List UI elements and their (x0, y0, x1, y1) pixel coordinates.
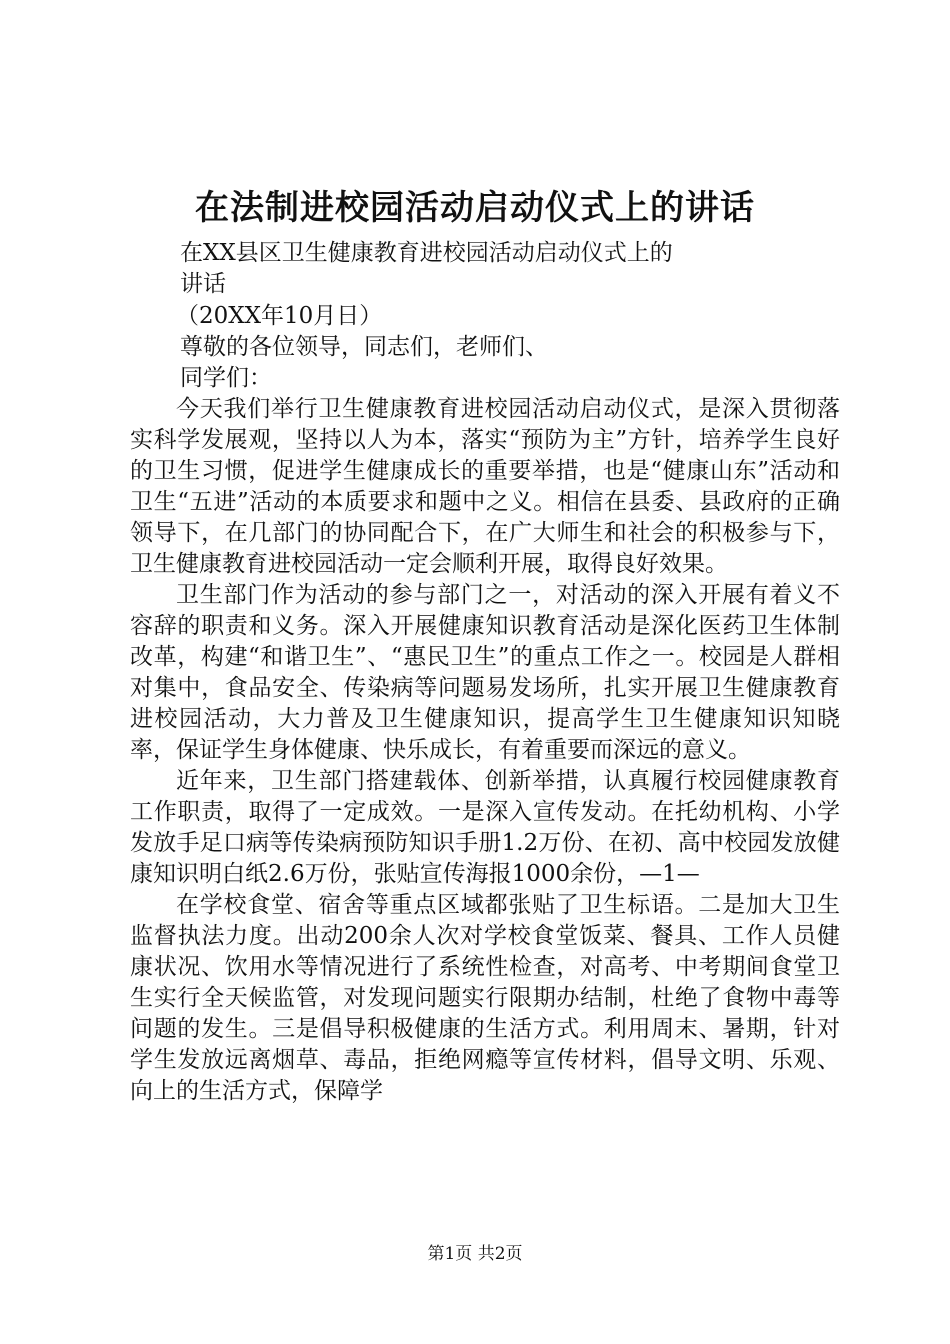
speech-date: （20XX年10月日） (176, 303, 383, 329)
speech-heading-line2: 讲话 (180, 271, 226, 297)
body-paragraph: 近年来，卫生部门搭建载体、创新举措，认真履行校园健康教育工作职责，取得了一定成效。一是深入宣传发动。在托幼机构、小学发放手足口病等传染病预防知识手册1.2万份、在初、高中校园发放健康知识明白纸2.6万份，张贴宣传海报1000余份，—1— (130, 768, 840, 887)
greeting-line-2: 同学们： (180, 365, 272, 391)
speech-heading-line1: 在XX县区卫生健康教育进校园活动启动仪式上的 (180, 240, 673, 266)
document-title: 在法制进校园活动启动仪式上的讲话 (195, 188, 755, 228)
greeting-line-1: 尊敬的各位领导，同志们，老师们、 (180, 334, 548, 360)
speech-body (130, 394, 840, 1107)
body-paragraph: 在学校食堂、宿舍等重点区域都张贴了卫生标语。二是加大卫生监督执法力度。出动200余人次对学校食堂饭菜、餐具、工作人员健康状况、饮用水等情况进行了系统性检查，对高考、中考期间食堂卫生实行全天候监管，对发现问题实行限期办结制，杜绝了食物中毒等问题的发生。三是倡导积极健康的生活方式。利用周末、暑期，针对学生发放远离烟草、毒品，拒绝网瘾等宣传材料，倡导文明、乐观、向上的生活方式，保障学 (130, 892, 840, 1104)
body-paragraph: 今天我们举行卫生健康教育进校园活动启动仪式，是深入贯彻落实科学发展观，坚持以人为本，落实“预防为主”方针，培养学生良好的卫生习惯，促进学生健康成长的重要举措，也是“健康山东”活动和卫生“五进”活动的本质要求和题中之义。相信在县委、县政府的正确领导下，在几部门的协同配合下，在广大师生和社会的积极参与下，卫生健康教育进校园活动一定会顺利开展，取得良好效果。 (130, 396, 840, 577)
speech-heading (180, 238, 740, 300)
page-number: 第1页 共2页 (427, 1244, 523, 1264)
body-paragraph: 卫生部门作为活动的参与部门之一，对活动的深入开展有着义不容辞的职责和义务。深入开展健康知识教育活动是深化医药卫生体制改革，构建“和谐卫生”、“惠民卫生”的重点工作之一。校园是人群相对集中，食品安全、传染病等问题易发场所，扎实开展卫生健康教育进校园活动，大力普及卫生健康知识，提高学生卫生健康知识知晓率，保证学生身体健康、快乐成长，有着重要而深远的意义。 (130, 582, 840, 763)
